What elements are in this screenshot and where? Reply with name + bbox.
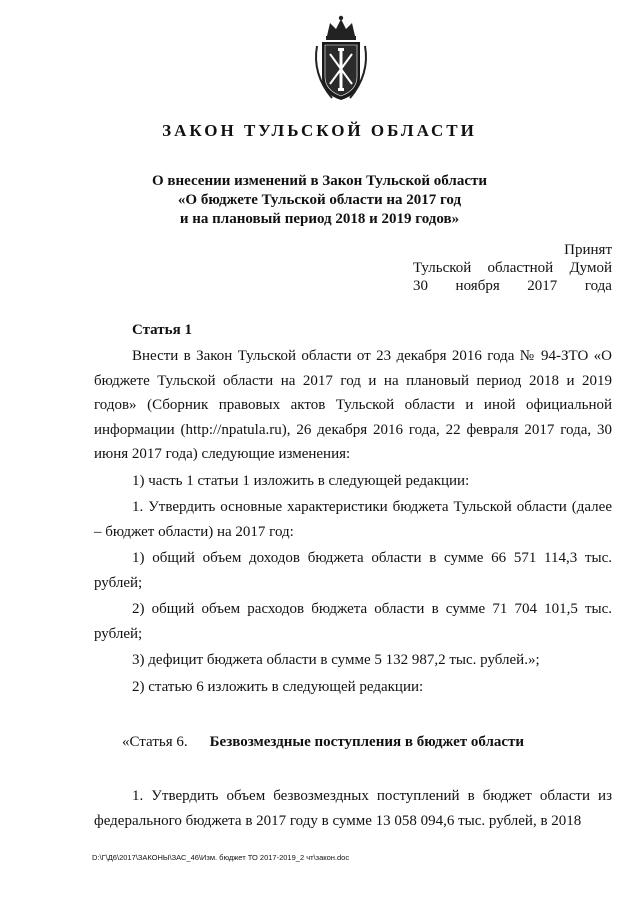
subclause-revenue: 1) общий объем доходов бюджета области в сумме 66 571 114,3 тыс. рублей; (94, 550, 612, 591)
article-6-title: Безвозмездные поступления в бюджет области (209, 734, 525, 750)
law-title: ЗАКОН ТУЛЬСКОЙ ОБЛАСТИ (162, 121, 477, 140)
subtitle-line: «О бюджете Тульской области на 2017 год (177, 192, 462, 208)
adopted-word: 30 (413, 278, 428, 294)
adopted-word: Тульской (413, 260, 472, 276)
adopted-date (413, 277, 612, 295)
article-1-body (94, 344, 612, 699)
subclause-deficit: 3) дефицит бюджета области в сумме 5 132 987,2 тыс. рублей.»; (132, 652, 540, 668)
adoption-block (413, 241, 612, 295)
subtitle-line: и на плановый период 2018 и 2019 годов» (179, 211, 460, 227)
article-6-body (94, 784, 612, 833)
adopted-word: областной (487, 260, 554, 276)
adopted-label: Принят (564, 242, 612, 258)
adopted-word: ноября (455, 278, 500, 294)
adopted-word: 2017 (527, 278, 558, 294)
subclause-expenses: 2) общий объем расходов бюджета области в сумме 71 704 101,5 тыс. рублей; (94, 601, 612, 642)
law-subtitle (0, 172, 639, 229)
tula-coat-of-arms-icon (308, 14, 374, 102)
subtitle-line: О внесении изменений в Закон Тульской области (151, 173, 488, 189)
amendment-item-1: 1) часть 1 статьи 1 изложить в следующей редакции: (132, 472, 470, 489)
article-6-heading (122, 734, 524, 751)
clause-1: 1. Утвердить основные характеристики бюджета Тульской области (далее – бюджет области) на 2017 год: (94, 499, 612, 540)
adopted-by (413, 259, 612, 277)
article-1-heading: Статья 1 (132, 322, 192, 338)
amendment-item-2: 2) статью 6 изложить в следующей редакции: (132, 678, 424, 695)
file-path-footer: D:\Г\Д6\2017\ЗАКОНЫ\ЗАС_46\Изм. бюджет ТО 2017-2019_2 чт\закон.doc (92, 853, 350, 862)
article-6-clause-1: 1. Утвердить объем безвозмездных поступлений в бюджет области из федерального бюджета в 2017 году в сумме 13 058 094,6 тыс. рублей, в 2018 (94, 788, 612, 829)
article-1-intro: Внести в Закон Тульской области от 23 декабря 2016 года № 94-ЗТО «О бюджете Тульской области на 2017 год и на плановый период 2018 и 2019 годов» (Сборник правовых актов Тульской области и иной официальной информации (http://npatula.ru), 26 декабря 2016 года, 22 февраля 2017 года, 30 июня 2017 года) следующие изменения: (94, 348, 612, 462)
adopted-word: Думой (569, 260, 612, 276)
adopted-word: года (584, 278, 612, 294)
article-6-label: «Статья 6. (122, 734, 188, 750)
